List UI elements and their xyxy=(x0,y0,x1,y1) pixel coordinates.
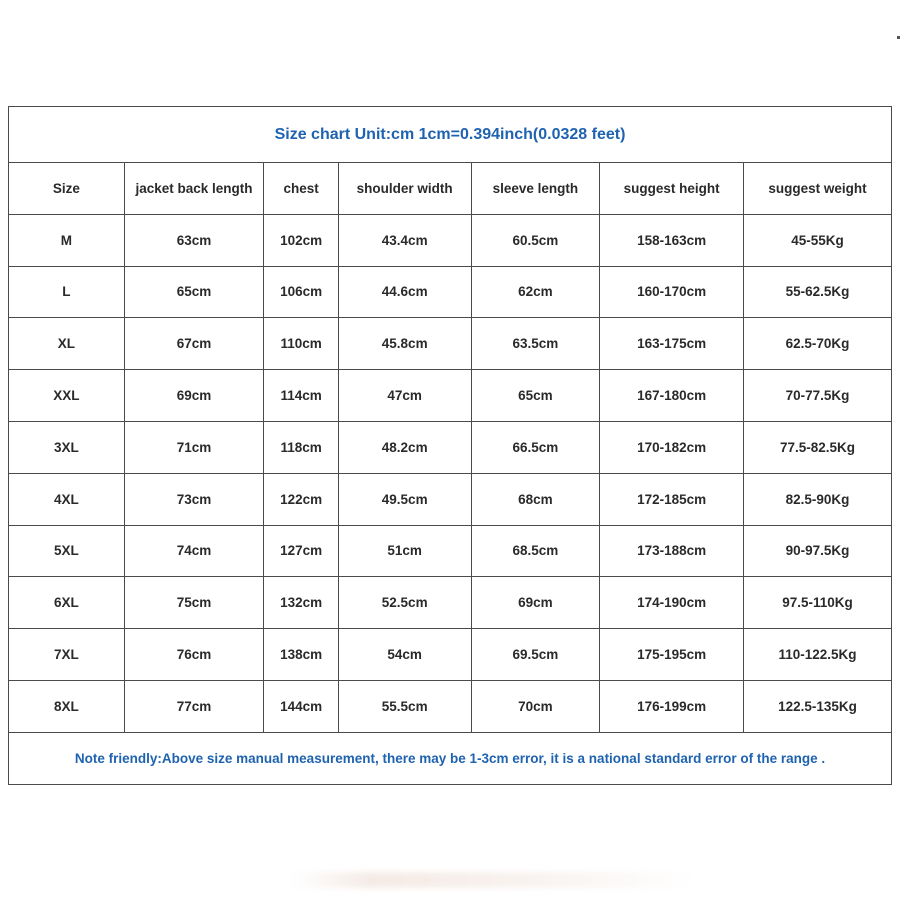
table-cell: 163-175cm xyxy=(600,318,744,370)
table-cell: 51cm xyxy=(338,525,471,577)
size-label-cell: 8XL xyxy=(9,680,125,732)
table-cell: 48.2cm xyxy=(338,421,471,473)
table-cell: 55.5cm xyxy=(338,680,471,732)
table-cell: 82.5-90Kg xyxy=(744,473,892,525)
table-row xyxy=(9,214,892,266)
table-cell: 174-190cm xyxy=(600,577,744,629)
table-row xyxy=(9,525,892,577)
table-cell: 60.5cm xyxy=(471,214,600,266)
table-cell: 102cm xyxy=(264,214,338,266)
size-label-cell: 6XL xyxy=(9,577,125,629)
column-header: sleeve length xyxy=(471,163,600,215)
table-cell: 45-55Kg xyxy=(744,214,892,266)
table-cell: 49.5cm xyxy=(338,473,471,525)
note-text: Note friendly:Above size manual measurement, there may be 1-3cm error, it is a national standard error of the range . xyxy=(9,732,892,784)
table-cell: 63cm xyxy=(124,214,264,266)
table-cell: 74cm xyxy=(124,525,264,577)
table-cell: 67cm xyxy=(124,318,264,370)
table-cell: 63.5cm xyxy=(471,318,600,370)
table-cell: 106cm xyxy=(264,266,338,318)
table-cell: 70-77.5Kg xyxy=(744,370,892,422)
table-cell: 160-170cm xyxy=(600,266,744,318)
table-row xyxy=(9,370,892,422)
table-cell: 69.5cm xyxy=(471,629,600,681)
table-cell: 173-188cm xyxy=(600,525,744,577)
table-cell: 65cm xyxy=(471,370,600,422)
table-cell: 144cm xyxy=(264,680,338,732)
table-cell: 45.8cm xyxy=(338,318,471,370)
table-cell: 55-62.5Kg xyxy=(744,266,892,318)
size-chart-table xyxy=(8,106,892,785)
size-label-cell: 5XL xyxy=(9,525,125,577)
table-cell: 138cm xyxy=(264,629,338,681)
table-cell: 73cm xyxy=(124,473,264,525)
chart-title: Size chart Unit:cm 1cm=0.394inch(0.0328 feet) xyxy=(9,107,892,163)
note-row xyxy=(9,732,892,784)
title-row xyxy=(9,107,892,163)
table-cell: 122cm xyxy=(264,473,338,525)
size-label-cell: 7XL xyxy=(9,629,125,681)
table-row xyxy=(9,629,892,681)
table-cell: 68cm xyxy=(471,473,600,525)
table-cell: 52.5cm xyxy=(338,577,471,629)
table-cell: 54cm xyxy=(338,629,471,681)
table-cell: 66.5cm xyxy=(471,421,600,473)
table-cell: 167-180cm xyxy=(600,370,744,422)
size-label-cell: XXL xyxy=(9,370,125,422)
table-cell: 158-163cm xyxy=(600,214,744,266)
column-header: suggest weight xyxy=(744,163,892,215)
column-header: suggest height xyxy=(600,163,744,215)
size-label-cell: M xyxy=(9,214,125,266)
table-row xyxy=(9,680,892,732)
table-cell: 43.4cm xyxy=(338,214,471,266)
table-cell: 70cm xyxy=(471,680,600,732)
table-row xyxy=(9,577,892,629)
table-cell: 90-97.5Kg xyxy=(744,525,892,577)
size-label-cell: 3XL xyxy=(9,421,125,473)
table-row xyxy=(9,473,892,525)
size-label-cell: 4XL xyxy=(9,473,125,525)
table-cell: 69cm xyxy=(124,370,264,422)
column-header: chest xyxy=(264,163,338,215)
table-row xyxy=(9,421,892,473)
size-label-cell: L xyxy=(9,266,125,318)
header-row xyxy=(9,163,892,215)
column-header: Size xyxy=(9,163,125,215)
table-cell: 97.5-110Kg xyxy=(744,577,892,629)
table-cell: 65cm xyxy=(124,266,264,318)
column-header: shoulder width xyxy=(338,163,471,215)
table-cell: 132cm xyxy=(264,577,338,629)
column-header: jacket back length xyxy=(124,163,264,215)
table-cell: 77cm xyxy=(124,680,264,732)
table-cell: 44.6cm xyxy=(338,266,471,318)
table-cell: 77.5-82.5Kg xyxy=(744,421,892,473)
table-cell: 68.5cm xyxy=(471,525,600,577)
table-cell: 110cm xyxy=(264,318,338,370)
decorative-shadow xyxy=(290,872,700,888)
table-cell: 172-185cm xyxy=(600,473,744,525)
table-cell: 76cm xyxy=(124,629,264,681)
table-cell: 69cm xyxy=(471,577,600,629)
table-cell: 122.5-135Kg xyxy=(744,680,892,732)
table-cell: 110-122.5Kg xyxy=(744,629,892,681)
table-cell: 71cm xyxy=(124,421,264,473)
table-row xyxy=(9,266,892,318)
table-cell: 170-182cm xyxy=(600,421,744,473)
table-cell: 114cm xyxy=(264,370,338,422)
table-row xyxy=(9,318,892,370)
table-cell: 62cm xyxy=(471,266,600,318)
table-cell: 62.5-70Kg xyxy=(744,318,892,370)
table-cell: 47cm xyxy=(338,370,471,422)
table-cell: 75cm xyxy=(124,577,264,629)
table-cell: 127cm xyxy=(264,525,338,577)
table-cell: 175-195cm xyxy=(600,629,744,681)
size-label-cell: XL xyxy=(9,318,125,370)
table-cell: 118cm xyxy=(264,421,338,473)
table-cell: 176-199cm xyxy=(600,680,744,732)
